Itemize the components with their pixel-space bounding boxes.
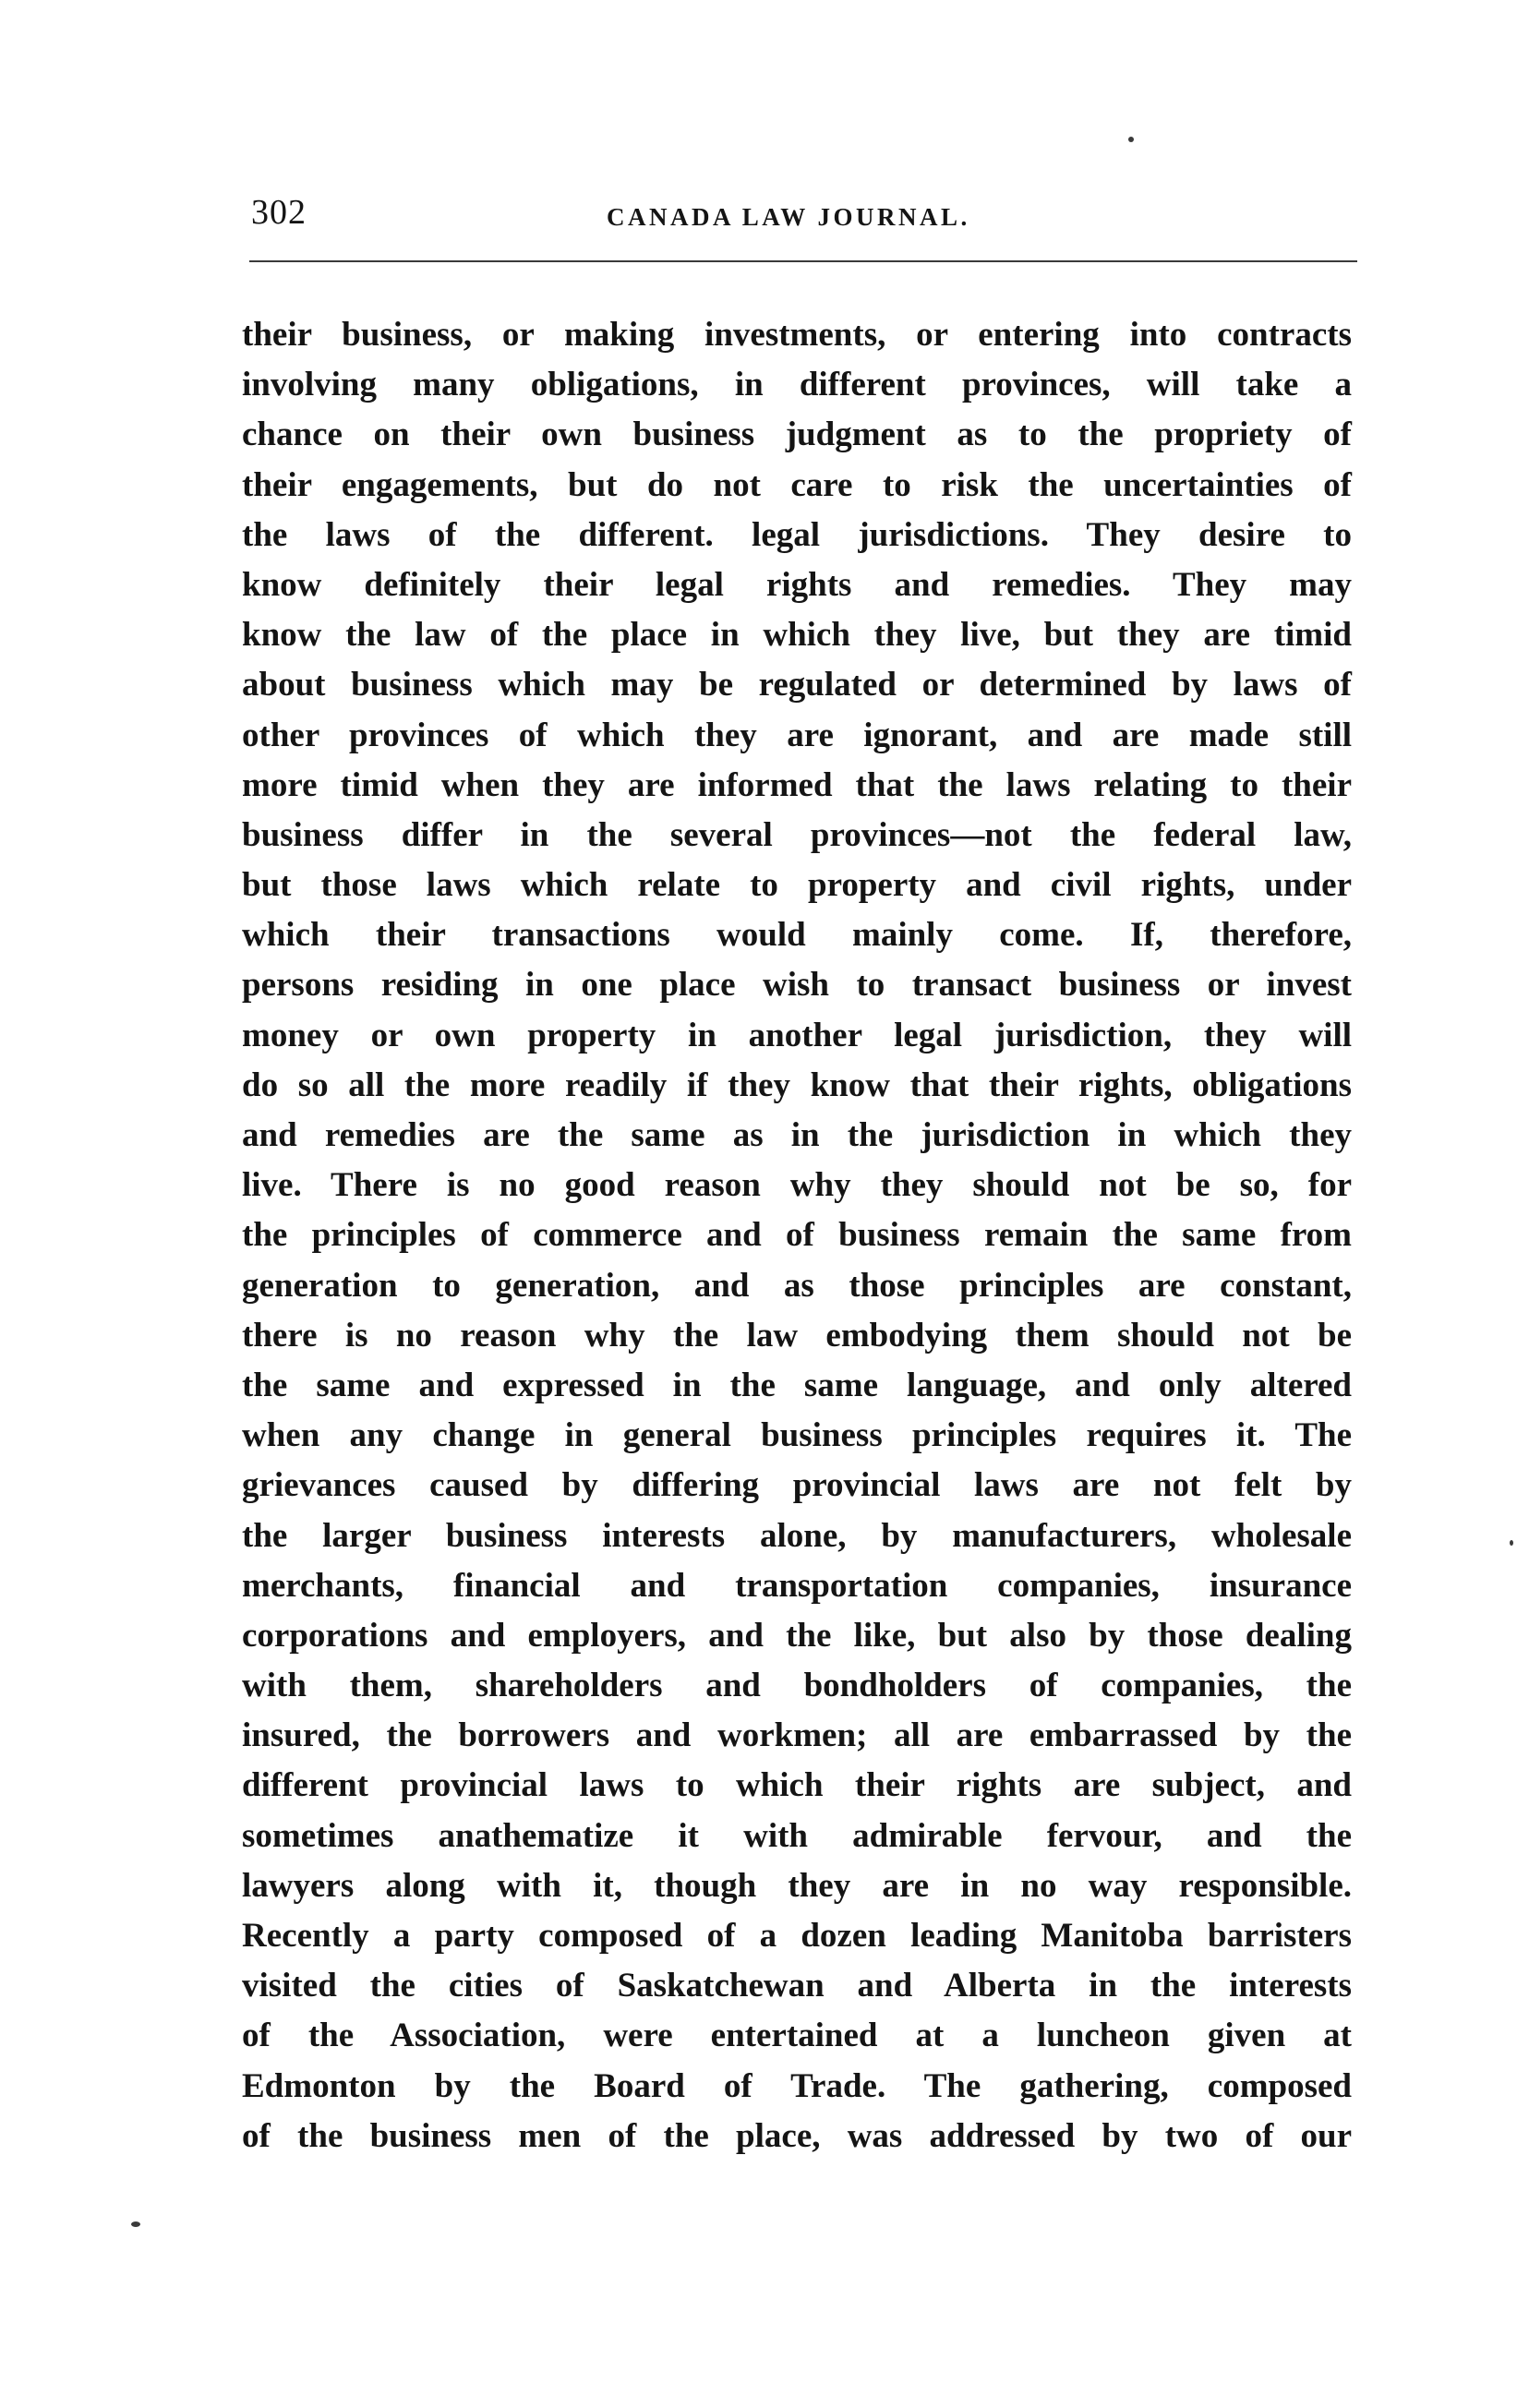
text-line: Recently a party composed of a dozen leading Manitoba barristers	[242, 1917, 1352, 1955]
text-line: grievances caused by differing provincial laws are not felt by	[242, 1466, 1352, 1505]
header-rule	[249, 260, 1357, 262]
text-line: Edmonton by the Board of Trade. The gathering, composed	[242, 2066, 1352, 2105]
text-line: do so all the more readily if they know that their rights, obligations	[242, 1066, 1352, 1104]
page-number: 302	[251, 193, 307, 232]
scan-speck	[131, 2221, 140, 2227]
text-line: know the law of the place in which they live, but they are timid	[242, 616, 1352, 655]
text-line: insured, the borrowers and workmen; all are embarrassed by the	[242, 1716, 1352, 1755]
text-line: of the business men of the place, was addressed by two of our	[242, 2116, 1352, 2155]
text-line: the principles of commerce and of business remain the same from	[242, 1216, 1352, 1255]
text-line: involving many obligations, in different provinces, will take a	[242, 366, 1352, 404]
text-line: persons residing in one place wish to transact business or invest	[242, 966, 1352, 1005]
text-line: and remedies are the same as in the jurisdiction in which they	[242, 1116, 1352, 1154]
text-line: corporations and employers, and the like, but also by those dealing	[242, 1616, 1352, 1655]
text-line: merchants, financial and transportation companies, insurance	[242, 1566, 1352, 1605]
text-line: their engagements, but do not care to risk the uncertainties of	[242, 465, 1352, 504]
text-line: business differ in the several provinces—not the federal law,	[242, 815, 1352, 854]
running-head: CANADA LAW JOURNAL.	[607, 203, 970, 231]
text-line: know definitely their legal rights and remedies. They may	[242, 565, 1352, 604]
text-line: but those laws which relate to property and civil rights, under	[242, 866, 1352, 905]
text-line: sometimes anathematize it with admirable fervour, and the	[242, 1816, 1352, 1855]
text-line: with them, shareholders and bondholders of companies, the	[242, 1667, 1352, 1705]
text-line: their business, or making investments, or entering into contracts	[242, 316, 1352, 354]
text-line: there is no reason why the law embodying them should not be	[242, 1316, 1352, 1354]
text-line: different provincial laws to which their rights are subject, and	[242, 1766, 1352, 1805]
text-line: of the Association, were entertained at a luncheon given at	[242, 2017, 1352, 2055]
text-line: the larger business interests alone, by manufacturers, wholesale	[242, 1516, 1352, 1555]
body-paragraph	[242, 310, 1352, 2161]
text-line: when any change in general business principles requires it. The	[242, 1416, 1352, 1455]
text-line: lawyers along with it, though they are in no way responsible.	[242, 1866, 1352, 1905]
text-line: the same and expressed in the same language, and only altered	[242, 1366, 1352, 1404]
text-line: other provinces of which they are ignorant, and are made still	[242, 716, 1352, 754]
text-line: generation to generation, and as those principles are constant,	[242, 1266, 1352, 1305]
text-line: chance on their own business judgment as to the propriety of	[242, 415, 1352, 454]
scan-speck	[1128, 137, 1134, 142]
text-line: money or own property in another legal jurisdiction, they will	[242, 1016, 1352, 1054]
scan-speck	[1510, 1540, 1513, 1546]
text-line: visited the cities of Saskatchewan and Alberta in the interests	[242, 1967, 1352, 2005]
text-line: about business which may be regulated or determined by laws of	[242, 666, 1352, 704]
text-line: which their transactions would mainly come. If, therefore,	[242, 916, 1352, 955]
text-line: more timid when they are informed that the laws relating to their	[242, 765, 1352, 804]
text-line: live. There is no good reason why they should not be so, for	[242, 1166, 1352, 1205]
text-line: the laws of the different. legal jurisdictions. They desire to	[242, 515, 1352, 554]
page-header	[251, 189, 1359, 245]
